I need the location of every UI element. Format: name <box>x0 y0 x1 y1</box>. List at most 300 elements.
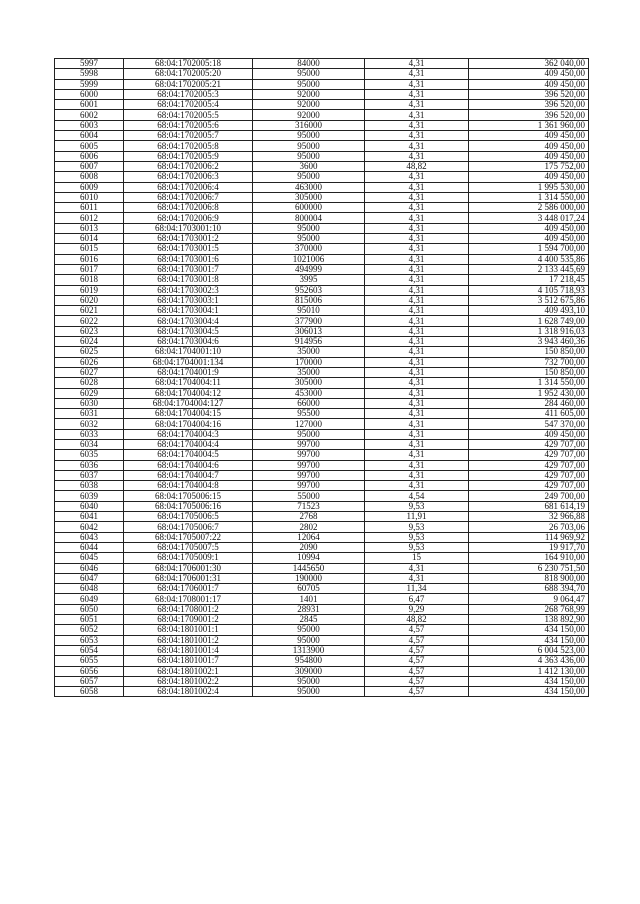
rate-cell: 15 <box>365 553 469 563</box>
cadastral-number-cell: 68:04:1703003:1 <box>124 295 253 305</box>
area-cell: 71523 <box>253 501 365 511</box>
area-cell: 35000 <box>253 367 365 377</box>
rate-cell: 4,31 <box>365 388 469 398</box>
table-row <box>55 378 589 388</box>
cadastral-number-cell: 68:04:1703001:6 <box>124 254 253 264</box>
cadastral-number-cell: 68:04:1703004:6 <box>124 337 253 347</box>
cadastral-number-cell: 68:04:1702006:8 <box>124 203 253 213</box>
table-row <box>55 192 589 202</box>
value-cell: 434 150,00 <box>469 687 589 697</box>
table-row <box>55 89 589 99</box>
value-cell: 409 450,00 <box>469 69 589 79</box>
row-number-cell: 6039 <box>55 491 124 501</box>
rate-cell: 4,31 <box>365 141 469 151</box>
area-cell: 95500 <box>253 409 365 419</box>
area-cell: 1021006 <box>253 254 365 264</box>
cadastral-number-cell: 68:04:1702006:9 <box>124 213 253 223</box>
value-cell: 1 412 130,00 <box>469 666 589 676</box>
value-cell: 2 133 445,69 <box>469 264 589 274</box>
cadastral-number-cell: 68:04:1801001:4 <box>124 645 253 655</box>
table-row <box>55 491 589 501</box>
value-cell: 114 969,92 <box>469 532 589 542</box>
cadastral-number-cell: 68:04:1702006:7 <box>124 192 253 202</box>
area-cell: 305000 <box>253 192 365 202</box>
rate-cell: 4,31 <box>365 367 469 377</box>
value-cell: 429 707,00 <box>469 450 589 460</box>
cadastral-number-cell: 68:04:1708001:17 <box>124 594 253 604</box>
cadastral-value-table <box>54 58 589 697</box>
row-number-cell: 6001 <box>55 100 124 110</box>
row-number-cell: 6004 <box>55 131 124 141</box>
table-row <box>55 450 589 460</box>
table-row <box>55 264 589 274</box>
value-cell: 434 150,00 <box>469 625 589 635</box>
value-cell: 6 230 751,50 <box>469 563 589 573</box>
rate-cell: 4,31 <box>365 316 469 326</box>
row-number-cell: 6010 <box>55 192 124 202</box>
cadastral-number-cell: 68:04:1702005:21 <box>124 79 253 89</box>
table-row <box>55 223 589 233</box>
area-cell: 453000 <box>253 388 365 398</box>
value-cell: 818 900,00 <box>469 573 589 583</box>
value-cell: 396 520,00 <box>469 100 589 110</box>
table-row <box>55 584 589 594</box>
table-row <box>55 326 589 336</box>
area-cell: 95000 <box>253 635 365 645</box>
area-cell: 12064 <box>253 532 365 542</box>
area-cell: 60705 <box>253 584 365 594</box>
area-cell: 377900 <box>253 316 365 326</box>
cadastral-number-cell: 68:04:1705006:16 <box>124 501 253 511</box>
row-number-cell: 5998 <box>55 69 124 79</box>
rate-cell: 4,57 <box>365 687 469 697</box>
cadastral-number-cell: 68:04:1702005:5 <box>124 110 253 120</box>
value-cell: 409 450,00 <box>469 79 589 89</box>
value-cell: 1 995 530,00 <box>469 182 589 192</box>
cadastral-number-cell: 68:04:1702005:7 <box>124 131 253 141</box>
area-cell: 35000 <box>253 347 365 357</box>
table-row <box>55 316 589 326</box>
rate-cell: 4,31 <box>365 59 469 69</box>
cadastral-number-cell: 68:04:1801001:1 <box>124 625 253 635</box>
rate-cell: 4,31 <box>365 203 469 213</box>
table-row <box>55 213 589 223</box>
cadastral-number-cell: 68:04:1801002:4 <box>124 687 253 697</box>
row-number-cell: 6057 <box>55 676 124 686</box>
row-number-cell: 6005 <box>55 141 124 151</box>
row-number-cell: 6000 <box>55 89 124 99</box>
row-number-cell: 6008 <box>55 172 124 182</box>
row-number-cell: 6036 <box>55 460 124 470</box>
row-number-cell: 6022 <box>55 316 124 326</box>
row-number-cell: 6037 <box>55 470 124 480</box>
row-number-cell: 6011 <box>55 203 124 213</box>
area-cell: 306013 <box>253 326 365 336</box>
cadastral-number-cell: 68:04:1801002:1 <box>124 666 253 676</box>
table-row <box>55 687 589 697</box>
cadastral-number-cell: 68:04:1702006:4 <box>124 182 253 192</box>
rate-cell: 4,31 <box>365 213 469 223</box>
area-cell: 95000 <box>253 151 365 161</box>
area-cell: 95000 <box>253 141 365 151</box>
rate-cell: 4,31 <box>365 439 469 449</box>
row-number-cell: 6046 <box>55 563 124 573</box>
cadastral-number-cell: 68:04:1703004:5 <box>124 326 253 336</box>
cadastral-number-cell: 68:04:1801001:7 <box>124 656 253 666</box>
table-row <box>55 594 589 604</box>
cadastral-number-cell: 68:04:1704004:127 <box>124 398 253 408</box>
row-number-cell: 6020 <box>55 295 124 305</box>
rate-cell: 4,57 <box>365 645 469 655</box>
value-cell: 429 707,00 <box>469 481 589 491</box>
value-cell: 409 450,00 <box>469 234 589 244</box>
area-cell: 92000 <box>253 110 365 120</box>
document-page <box>54 58 588 697</box>
area-cell: 2802 <box>253 522 365 532</box>
rate-cell: 4,31 <box>365 192 469 202</box>
rate-cell: 9,29 <box>365 604 469 614</box>
value-cell: 1 628 749,00 <box>469 316 589 326</box>
area-cell: 1313900 <box>253 645 365 655</box>
value-cell: 26 703,06 <box>469 522 589 532</box>
row-number-cell: 6002 <box>55 110 124 120</box>
row-number-cell: 6028 <box>55 378 124 388</box>
rate-cell: 4,31 <box>365 244 469 254</box>
area-cell: 95000 <box>253 223 365 233</box>
value-cell: 429 707,00 <box>469 470 589 480</box>
area-cell: 95000 <box>253 625 365 635</box>
table-row <box>55 542 589 552</box>
row-number-cell: 6035 <box>55 450 124 460</box>
row-number-cell: 6038 <box>55 481 124 491</box>
table-row <box>55 470 589 480</box>
area-cell: 309000 <box>253 666 365 676</box>
cadastral-number-cell: 68:04:1704004:11 <box>124 378 253 388</box>
value-cell: 2 586 000,00 <box>469 203 589 213</box>
value-cell: 19 917,70 <box>469 542 589 552</box>
cadastral-number-cell: 68:04:1704001:10 <box>124 347 253 357</box>
cadastral-number-cell: 68:04:1704004:4 <box>124 439 253 449</box>
value-cell: 547 370,00 <box>469 419 589 429</box>
cadastral-number-cell: 68:04:1703001:8 <box>124 275 253 285</box>
area-cell: 316000 <box>253 120 365 130</box>
rate-cell: 4,31 <box>365 264 469 274</box>
table-row <box>55 172 589 182</box>
cadastral-number-cell: 68:04:1703001:5 <box>124 244 253 254</box>
table-row <box>55 141 589 151</box>
cadastral-number-cell: 68:04:1705006:5 <box>124 512 253 522</box>
rate-cell: 4,31 <box>365 182 469 192</box>
area-cell: 914956 <box>253 337 365 347</box>
rate-cell: 4,31 <box>365 337 469 347</box>
value-cell: 362 040,00 <box>469 59 589 69</box>
table-row <box>55 151 589 161</box>
area-cell: 2845 <box>253 615 365 625</box>
value-cell: 175 752,00 <box>469 161 589 171</box>
table-row <box>55 275 589 285</box>
table-row <box>55 59 589 69</box>
area-cell: 2090 <box>253 542 365 552</box>
table-row <box>55 79 589 89</box>
area-cell: 600000 <box>253 203 365 213</box>
area-cell: 170000 <box>253 357 365 367</box>
table-row <box>55 656 589 666</box>
row-number-cell: 6017 <box>55 264 124 274</box>
row-number-cell: 6025 <box>55 347 124 357</box>
cadastral-number-cell: 68:04:1705006:7 <box>124 522 253 532</box>
value-cell: 1 318 916,03 <box>469 326 589 336</box>
cadastral-number-cell: 68:04:1704004:5 <box>124 450 253 460</box>
cadastral-number-cell: 68:04:1703004:1 <box>124 306 253 316</box>
cadastral-number-cell: 68:04:1703001:10 <box>124 223 253 233</box>
value-cell: 429 707,00 <box>469 460 589 470</box>
cadastral-number-cell: 68:04:1705007:5 <box>124 542 253 552</box>
cadastral-number-cell: 68:04:1702005:3 <box>124 89 253 99</box>
row-number-cell: 6016 <box>55 254 124 264</box>
row-number-cell: 6051 <box>55 615 124 625</box>
rate-cell: 4,31 <box>365 326 469 336</box>
table-row <box>55 563 589 573</box>
rate-cell: 4,31 <box>365 89 469 99</box>
table-row <box>55 429 589 439</box>
table-row <box>55 244 589 254</box>
rate-cell: 4,57 <box>365 676 469 686</box>
value-cell: 32 966,88 <box>469 512 589 522</box>
row-number-cell: 6014 <box>55 234 124 244</box>
cadastral-number-cell: 68:04:1704004:15 <box>124 409 253 419</box>
row-number-cell: 6030 <box>55 398 124 408</box>
area-cell: 66000 <box>253 398 365 408</box>
value-cell: 1 361 960,00 <box>469 120 589 130</box>
cadastral-number-cell: 68:04:1704004:6 <box>124 460 253 470</box>
table-row <box>55 285 589 295</box>
table-row <box>55 604 589 614</box>
value-cell: 409 450,00 <box>469 429 589 439</box>
rate-cell: 4,31 <box>365 409 469 419</box>
area-cell: 1445650 <box>253 563 365 573</box>
value-cell: 732 700,00 <box>469 357 589 367</box>
row-number-cell: 6009 <box>55 182 124 192</box>
area-cell: 92000 <box>253 89 365 99</box>
table-row <box>55 501 589 511</box>
area-cell: 463000 <box>253 182 365 192</box>
cadastral-number-cell: 68:04:1703002:3 <box>124 285 253 295</box>
area-cell: 815006 <box>253 295 365 305</box>
rate-cell: 4,31 <box>365 110 469 120</box>
rate-cell: 4,31 <box>365 69 469 79</box>
row-number-cell: 5997 <box>55 59 124 69</box>
value-cell: 396 520,00 <box>469 89 589 99</box>
value-cell: 1 314 550,00 <box>469 378 589 388</box>
rate-cell: 4,31 <box>365 481 469 491</box>
rate-cell: 4,31 <box>365 79 469 89</box>
cadastral-number-cell: 68:04:1801002:2 <box>124 676 253 686</box>
row-number-cell: 6023 <box>55 326 124 336</box>
value-cell: 9 064,47 <box>469 594 589 604</box>
cadastral-number-cell: 68:04:1702005:4 <box>124 100 253 110</box>
area-cell: 84000 <box>253 59 365 69</box>
area-cell: 95000 <box>253 131 365 141</box>
row-number-cell: 6052 <box>55 625 124 635</box>
rate-cell: 4,31 <box>365 172 469 182</box>
value-cell: 1 594 700,00 <box>469 244 589 254</box>
rate-cell: 4,31 <box>365 131 469 141</box>
cadastral-number-cell: 68:04:1704004:3 <box>124 429 253 439</box>
rate-cell: 48,82 <box>365 161 469 171</box>
rate-cell: 4,31 <box>365 285 469 295</box>
cadastral-number-cell: 68:04:1705006:15 <box>124 491 253 501</box>
table-row <box>55 337 589 347</box>
table-row <box>55 398 589 408</box>
rate-cell: 4,31 <box>365 347 469 357</box>
value-cell: 268 768,99 <box>469 604 589 614</box>
row-number-cell: 6050 <box>55 604 124 614</box>
area-cell: 2768 <box>253 512 365 522</box>
area-cell: 95000 <box>253 429 365 439</box>
row-number-cell: 6040 <box>55 501 124 511</box>
row-number-cell: 6048 <box>55 584 124 594</box>
area-cell: 95010 <box>253 306 365 316</box>
rate-cell: 4,31 <box>365 470 469 480</box>
row-number-cell: 6027 <box>55 367 124 377</box>
table-row <box>55 306 589 316</box>
cadastral-number-cell: 68:04:1706001:31 <box>124 573 253 583</box>
rate-cell: 9,53 <box>365 501 469 511</box>
table-row <box>55 439 589 449</box>
cadastral-number-cell: 68:04:1709001:2 <box>124 615 253 625</box>
area-cell: 95000 <box>253 676 365 686</box>
area-cell: 28931 <box>253 604 365 614</box>
table-row <box>55 666 589 676</box>
area-cell: 95000 <box>253 687 365 697</box>
rate-cell: 9,53 <box>365 522 469 532</box>
cadastral-number-cell: 68:04:1706001:7 <box>124 584 253 594</box>
table-row <box>55 120 589 130</box>
table-row <box>55 203 589 213</box>
rate-cell: 4,57 <box>365 666 469 676</box>
rate-cell: 4,31 <box>365 295 469 305</box>
rate-cell: 4,31 <box>365 120 469 130</box>
table-row <box>55 234 589 244</box>
row-number-cell: 6029 <box>55 388 124 398</box>
value-cell: 396 520,00 <box>469 110 589 120</box>
cadastral-number-cell: 68:04:1703001:2 <box>124 234 253 244</box>
row-number-cell: 6018 <box>55 275 124 285</box>
rate-cell: 4,31 <box>365 563 469 573</box>
row-number-cell: 6049 <box>55 594 124 604</box>
area-cell: 190000 <box>253 573 365 583</box>
value-cell: 3 943 460,36 <box>469 337 589 347</box>
rate-cell: 4,31 <box>365 419 469 429</box>
row-number-cell: 6021 <box>55 306 124 316</box>
row-number-cell: 6024 <box>55 337 124 347</box>
area-cell: 954800 <box>253 656 365 666</box>
rate-cell: 11,34 <box>365 584 469 594</box>
area-cell: 95000 <box>253 234 365 244</box>
row-number-cell: 6053 <box>55 635 124 645</box>
cadastral-number-cell: 68:04:1704004:8 <box>124 481 253 491</box>
rate-cell: 4,31 <box>365 254 469 264</box>
area-cell: 95000 <box>253 172 365 182</box>
cadastral-number-cell: 68:04:1706001:30 <box>124 563 253 573</box>
cadastral-number-cell: 68:04:1704001:9 <box>124 367 253 377</box>
rate-cell: 4,31 <box>365 306 469 316</box>
area-cell: 99700 <box>253 439 365 449</box>
cadastral-number-cell: 68:04:1801001:2 <box>124 635 253 645</box>
cadastral-number-cell: 68:04:1702005:6 <box>124 120 253 130</box>
rate-cell: 4,31 <box>365 429 469 439</box>
cadastral-number-cell: 68:04:1702005:9 <box>124 151 253 161</box>
row-number-cell: 6041 <box>55 512 124 522</box>
cadastral-number-cell: 68:04:1704004:7 <box>124 470 253 480</box>
rate-cell: 4,54 <box>365 491 469 501</box>
table-row <box>55 481 589 491</box>
table-row <box>55 347 589 357</box>
value-cell: 4 363 436,00 <box>469 656 589 666</box>
value-cell: 409 450,00 <box>469 223 589 233</box>
cadastral-number-cell: 68:04:1702005:8 <box>124 141 253 151</box>
cadastral-number-cell: 68:04:1702006:3 <box>124 172 253 182</box>
cadastral-number-cell: 68:04:1705009:1 <box>124 553 253 563</box>
row-number-cell: 6012 <box>55 213 124 223</box>
table-row <box>55 512 589 522</box>
value-cell: 1 952 430,00 <box>469 388 589 398</box>
table-row <box>55 254 589 264</box>
table-row <box>55 615 589 625</box>
value-cell: 138 892,90 <box>469 615 589 625</box>
table-row <box>55 522 589 532</box>
cadastral-number-cell: 68:04:1702005:18 <box>124 59 253 69</box>
cadastral-number-cell: 68:04:1704001:134 <box>124 357 253 367</box>
rate-cell: 4,31 <box>365 378 469 388</box>
value-cell: 409 450,00 <box>469 141 589 151</box>
table-row <box>55 645 589 655</box>
table-body <box>55 59 589 697</box>
area-cell: 99700 <box>253 460 365 470</box>
row-number-cell: 6056 <box>55 666 124 676</box>
table-row <box>55 409 589 419</box>
table-row <box>55 388 589 398</box>
row-number-cell: 6045 <box>55 553 124 563</box>
value-cell: 434 150,00 <box>469 676 589 686</box>
rate-cell: 4,31 <box>365 223 469 233</box>
row-number-cell: 6026 <box>55 357 124 367</box>
value-cell: 434 150,00 <box>469 635 589 645</box>
cadastral-number-cell: 68:04:1702005:20 <box>124 69 253 79</box>
value-cell: 284 460,00 <box>469 398 589 408</box>
area-cell: 99700 <box>253 450 365 460</box>
row-number-cell: 6003 <box>55 120 124 130</box>
row-number-cell: 6047 <box>55 573 124 583</box>
table-row <box>55 161 589 171</box>
table-row <box>55 625 589 635</box>
rate-cell: 4,31 <box>365 357 469 367</box>
table-row <box>55 573 589 583</box>
row-number-cell: 6042 <box>55 522 124 532</box>
value-cell: 4 105 718,93 <box>469 285 589 295</box>
rate-cell: 6,47 <box>365 594 469 604</box>
area-cell: 952603 <box>253 285 365 295</box>
area-cell: 95000 <box>253 69 365 79</box>
row-number-cell: 6033 <box>55 429 124 439</box>
area-cell: 92000 <box>253 100 365 110</box>
table-row <box>55 367 589 377</box>
value-cell: 429 707,00 <box>469 439 589 449</box>
row-number-cell: 5999 <box>55 79 124 89</box>
value-cell: 150 850,00 <box>469 347 589 357</box>
row-number-cell: 6013 <box>55 223 124 233</box>
table-row <box>55 635 589 645</box>
